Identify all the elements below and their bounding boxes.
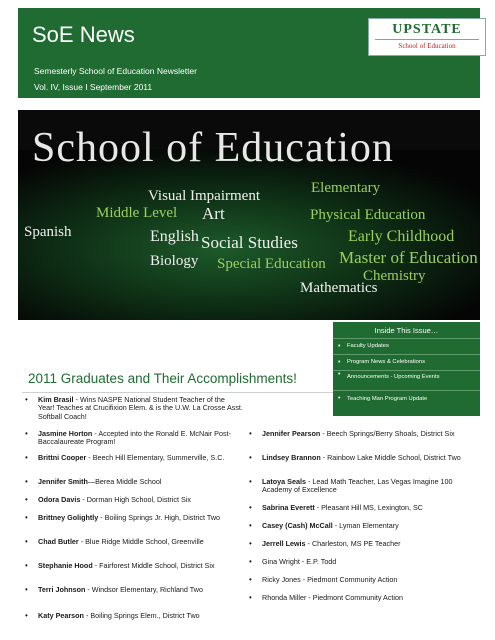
- program-banner-image: [18, 110, 480, 320]
- banner-word: Master of Education: [339, 248, 478, 267]
- banner-word: Art: [202, 204, 225, 223]
- upstate-logo: [368, 18, 486, 56]
- graduate-item: • Sabrina Everett - Pleasant Hill MS, Lexington, SC: [246, 504, 472, 512]
- issue-line: Vol. IV, Issue I September 2011: [34, 82, 153, 92]
- graduate-item: • Brittni Cooper - Beech Hill Elementary, Summerville, S.C.: [22, 454, 243, 462]
- inside-item: • Announcements - Upcoming Events: [333, 371, 480, 391]
- graduate-item: • Terri Johnson - Windsor Elementary, Richland Two: [22, 586, 243, 594]
- section-heading: 2011 Graduates and Their Accomplishments!: [28, 371, 297, 386]
- banner-word: Mathematics: [300, 280, 378, 296]
- banner-word: Early Childhood: [348, 228, 455, 245]
- banner-word: Physical Education: [310, 207, 426, 223]
- masthead: [18, 8, 480, 98]
- inside-list: [333, 339, 480, 407]
- logo-tagline: School of Education: [375, 39, 479, 51]
- inside-item: • Program News & Celebrations: [333, 355, 480, 371]
- banner-word: English: [150, 228, 199, 245]
- graduate-item: • Kim Brasil - Wins NASPE National Student Teacher of the Year! Teaches at Crucifixion Elem. & is the U.W. La Crosse Asst. Softball Coach!: [22, 396, 243, 421]
- inside-title: Inside This Issue…: [333, 322, 480, 339]
- banner-word: Biology: [150, 253, 199, 269]
- graduate-item: • Jasmine Horton - Accepted into the Ronald E. McNair Post-Baccalaureate Program!: [22, 430, 243, 447]
- graduate-item: • Brittney Golightly - Boiling Springs Jr. High, District Two: [22, 514, 243, 522]
- section-divider: [22, 392, 333, 393]
- banner-word: Visual Impairment: [148, 188, 260, 204]
- inside-item: • Teaching Man Program Update: [333, 391, 480, 407]
- graduate-item: • Latoya Seals - Lead Math Teacher, Las Vegas Imagine 100 Academy of Excellence: [246, 478, 472, 495]
- graduate-item: • Ricky Jones - Piedmont Community Action: [246, 576, 472, 584]
- banner-word: Social Studies: [201, 233, 298, 252]
- banner-word: Chemistry: [363, 268, 426, 284]
- graduate-item: • Stephanie Hood - Fairforest Middle School, District Six: [22, 562, 243, 570]
- graduate-item: • Jennifer Smith—Berea Middle School: [22, 478, 243, 486]
- graduate-item: • Casey (Cash) McCall - Lyman Elementary: [246, 522, 472, 530]
- newsletter-subtitle: Semesterly School of Education Newsletter: [34, 66, 197, 76]
- graduate-item: • Chad Butler - Blue Ridge Middle School, Greenville: [22, 538, 243, 546]
- newsletter-title: SoE News: [32, 22, 135, 47]
- graduate-item: • Rhonda Miller - Piedmont Community Action: [246, 594, 472, 602]
- graduate-item: • Jerrell Lewis - Charleston, MS PE Teacher: [246, 540, 472, 548]
- banner-heading: School of Education: [32, 125, 394, 171]
- banner-word: Middle Level: [96, 205, 178, 221]
- graduate-item: • Katy Pearson - Boiling Springs Elem., District Two: [22, 612, 243, 620]
- inside-this-issue-box: [333, 322, 480, 416]
- graduate-item: • Lindsey Brannon - Rainbow Lake Middle School, District Two: [246, 454, 472, 462]
- graduate-item: • Gina Wright - E.P. Todd: [246, 558, 472, 566]
- logo-wordmark: UPSTATE: [392, 22, 462, 37]
- banner-word: Spanish: [24, 224, 72, 240]
- graduate-item: • Jennifer Pearson - Beech Springs/Berry Shoals, District Six: [246, 430, 472, 438]
- banner-word: Special Education: [217, 256, 326, 272]
- graduate-item: • Odora Davis - Dorman High School, District Six: [22, 496, 243, 504]
- inside-item: • Faculty Updates: [333, 339, 480, 355]
- banner-word: Elementary: [311, 180, 381, 196]
